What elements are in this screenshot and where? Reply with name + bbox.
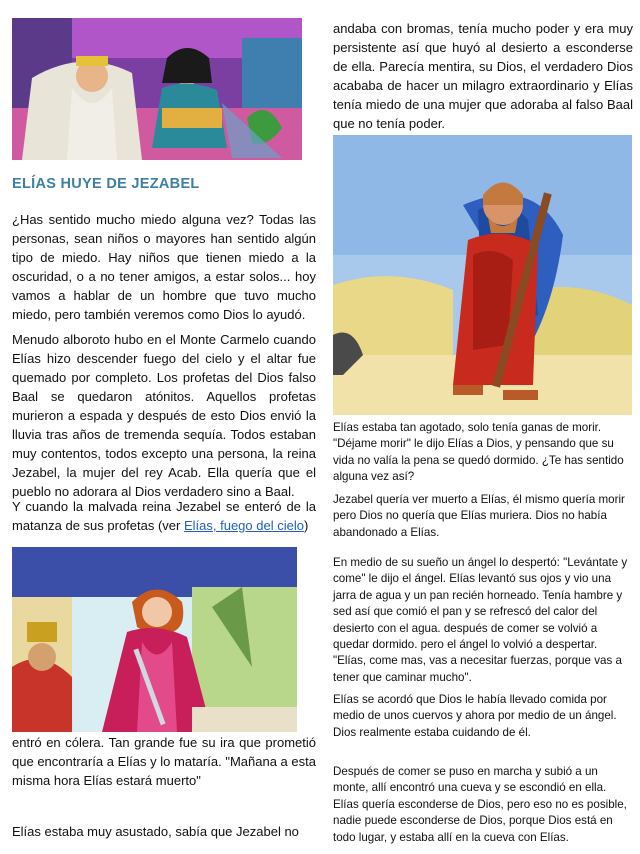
paragraph-tired: Elías estaba tan agotado, solo tenía ganas de morir. "Déjame morir" le dijo Elías a Dios, y pensando que su vida no valía la pena se quedó dormido. ¿Te has sentido alguna vez así? bbox=[333, 421, 624, 484]
paragraph-ravens: Elías se acordó que Dios le había llevado comida por medio de unos cuervos y ahora por medio de un ángel. Dios realmente estaba cuidando de él. bbox=[333, 693, 617, 739]
paragraph-cave: Después de comer se puso en marcha y subió a un monte, allí encontró una cueva y se escondió en ella. Elías quería esconderse de Dios, pero eso no es posible, nadie puede esconderse de Dios, porque Dios está en todo lugar, y estaba allí en la cueva con Elías. bbox=[333, 765, 627, 844]
paragraph-scared: Elías estaba muy asustado, sabía que Jezabel no bbox=[12, 824, 299, 839]
paragraph-flee: andaba con bromas, tenía mucho poder y era muy persistente así que huyó al desierto a esconderse de ella. Parecía mentira, su Dios, el verdadero Dios acababa de hacer un milagro extraordinario y Elías tenía miedo de una mujer que adoraba al falso Baal que no tenía poder. bbox=[333, 21, 633, 131]
illustration-ahab-jezebel bbox=[12, 18, 302, 160]
paragraph-god-cares: Jezabel quería ver muerto a Elías, él mismo quería morir pero Dios no quería que Elías muriera. Dios no había abandonado a Elías. bbox=[333, 493, 625, 539]
paragraph-carmelo: Menudo alboroto hubo en el Monte Carmelo cuando Elías hizo descender fuego del cielo y el altar fue quemado por completo. Los profetas del Dios falso Baal se quedaron atónitos. Aquellos profetas murieron a espada y después de esto Dios envió la lluvia tras años de tremenda sequía. Todos estaban muy contentos, todos excepto una persona, la reina Jezabel, la mujer del rey Acab. Ella quería que el pueblo no adorara al Dios verdadero sino a Baal. bbox=[12, 332, 316, 499]
paragraph-text-end: ) bbox=[303, 518, 309, 533]
article-title: ELÍAS HUYE DE JEZABEL bbox=[12, 176, 200, 192]
illustration-jezebel-sword bbox=[12, 547, 297, 732]
paragraph-angel: En medio de su sueño un ángel lo despertó: "Levántate y come" le dijo el ángel. Elías levantó sus ojos y vio una jarra de agua y un pan recién horneado. Tenía hambre y sed así que comió el pan y se refrescó del calor del desierto con el agua. después de comer se volvió a quedar dormido. pero el ángel lo volvió a despertar. "Elías, come mas, vas a necesitar fuerzas, porque vas a tener que caminar mucho". bbox=[333, 556, 628, 684]
paragraph-anger: entró en cólera. Tan grande fue su ira que prometió que encontraría a Elías y lo mataría. "Mañana a esta misma hora Elías estará muerto" bbox=[12, 735, 316, 788]
paragraph-text: Y cuando la malvada reina Jezabel se enteró de la matanza de sus profetas (ver bbox=[12, 499, 316, 533]
paragraph-jezabel-learns bbox=[12, 497, 316, 535]
paragraph-intro: ¿Has sentido mucho miedo alguna vez? Todas las personas, sean niños o mayores han sentido algún tipo de miedo. Hay niños que tienen miedo a la oscuridad, o a no tener amigos, a estar solos... hoy vamos a hablar de un hombre que tuvo mucho miedo, pero también veremos como Dios lo ayudó. bbox=[12, 212, 316, 322]
link-elias-fuego[interactable]: Elías, fuego del cielo bbox=[183, 518, 304, 533]
illustration-elias-walking bbox=[333, 135, 632, 415]
